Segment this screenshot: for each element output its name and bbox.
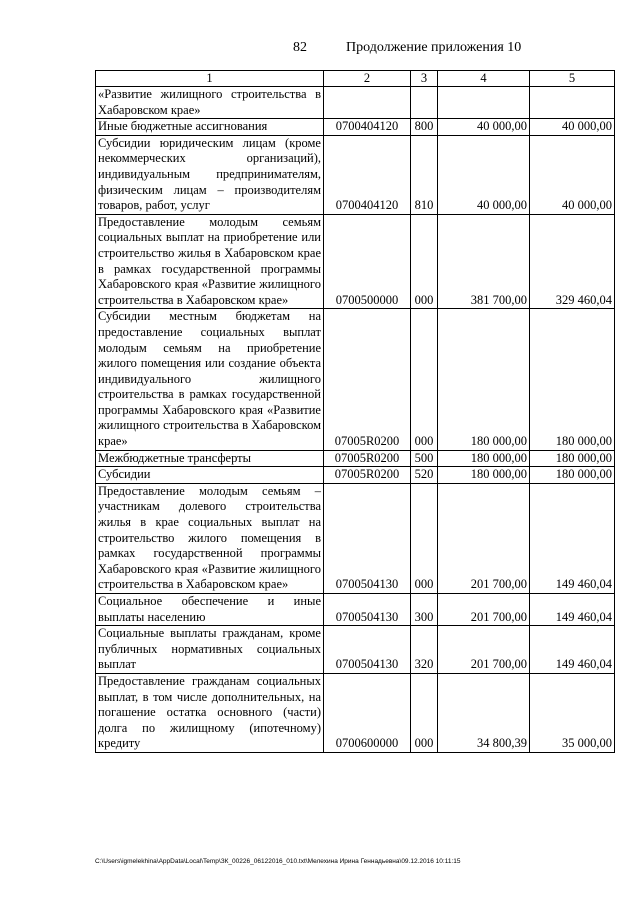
row-name: Субсидии [96,467,324,484]
column-header: 4 [438,71,530,87]
row-code: 0700404120 [324,119,411,136]
row-code: 0700504130 [324,626,411,674]
row-sum-2: 149 460,04 [530,594,615,626]
row-name: «Развитие жилищного строительства в Хабаровском крае» [96,87,324,119]
row-name: Субсидии местным бюджетам на предоставление социальных выплат молодым семьям на приобретение жилого помещения или создание объекта индивидуального жилищного строительства в рамках государственной программы Хабаровского края «Развитие жилищного строительства в Хабаровском крае» [96,309,324,450]
row-name: Предоставление молодым семьям – участникам долевого строительства жилья в крае социальных выплат на строительство жилого помещения в рамках государственной программы Хабаровского края «Развитие жилищного строительства в Хабаровском крае» [96,483,324,593]
row-type: 000 [411,483,438,593]
row-code: 0700600000 [324,673,411,752]
row-code: 0700504130 [324,594,411,626]
row-sum-2: 180 000,00 [530,309,615,450]
table-row [96,450,615,467]
table-row [96,87,615,119]
row-name: Межбюджетные трансферты [96,450,324,467]
row-code: 0700500000 [324,214,411,309]
row-type: 520 [411,467,438,484]
row-name: Субсидии юридическим лицам (кроме некоммерческих организаций), индивидуальным предпринимателям, физическим лицам – производителям товаров, работ, услуг [96,135,324,214]
document-footer-path: C:\Users\igmelekhina\AppData\Local\Temp\ЗК_00226_06122016_010.txt\Мелехина Ирина Геннадьевна\09.12.2016 10:11:15 [95,858,461,865]
row-sum-1: 201 700,00 [438,483,530,593]
row-sum-2: 35 000,00 [530,673,615,752]
row-sum-1 [438,87,530,119]
table-row [96,673,615,752]
row-type [411,87,438,119]
table-row [96,594,615,626]
table-header-row [96,71,615,87]
row-type: 000 [411,309,438,450]
table-row [96,214,615,309]
row-sum-1: 381 700,00 [438,214,530,309]
row-type: 000 [411,214,438,309]
row-sum-1: 180 000,00 [438,309,530,450]
table-row [96,119,615,136]
row-type: 320 [411,626,438,674]
row-code: 0700404120 [324,135,411,214]
table-row [96,483,615,593]
column-header: 3 [411,71,438,87]
row-sum-2: 40 000,00 [530,119,615,136]
row-sum-2: 149 460,04 [530,483,615,593]
table-row [96,135,615,214]
budget-table [95,70,615,753]
row-name: Предоставление молодым семьям социальных выплат на приобретение или строительство жилья в Хабаровском крае в рамках государственной программы Хабаровского края «Развитие жилищного строительства в Хабаровском крае» [96,214,324,309]
row-type: 810 [411,135,438,214]
row-sum-1: 34 800,39 [438,673,530,752]
row-sum-2: 329 460,04 [530,214,615,309]
row-sum-2 [530,87,615,119]
row-sum-1: 201 700,00 [438,626,530,674]
row-sum-2: 149 460,04 [530,626,615,674]
row-sum-1: 40 000,00 [438,119,530,136]
row-name: Иные бюджетные ассигнования [96,119,324,136]
table-row [96,467,615,484]
page-title: Продолжение приложения 10 [346,40,522,55]
row-type: 000 [411,673,438,752]
row-sum-1: 201 700,00 [438,594,530,626]
row-sum-2: 180 000,00 [530,467,615,484]
column-header: 1 [96,71,324,87]
row-code: 07005R0200 [324,309,411,450]
table-row [96,626,615,674]
row-sum-2: 40 000,00 [530,135,615,214]
row-sum-1: 180 000,00 [438,467,530,484]
row-code [324,87,411,119]
row-type: 300 [411,594,438,626]
row-code: 0700504130 [324,483,411,593]
column-header: 5 [530,71,615,87]
row-code: 07005R0200 [324,450,411,467]
row-sum-2: 180 000,00 [530,450,615,467]
row-type: 500 [411,450,438,467]
row-sum-1: 40 000,00 [438,135,530,214]
table-row [96,309,615,450]
row-code: 07005R0200 [324,467,411,484]
row-name: Социальные выплаты гражданам, кроме публичных нормативных социальных выплат [96,626,324,674]
page-number: 82 [293,40,307,55]
row-sum-1: 180 000,00 [438,450,530,467]
row-name: Социальное обеспечение и иные выплаты населению [96,594,324,626]
row-type: 800 [411,119,438,136]
row-name: Предоставление гражданам социальных выплат, в том числе дополнительных, на погашение остатка основного (части) долга по жилищному (ипотечному) кредиту [96,673,324,752]
column-header: 2 [324,71,411,87]
